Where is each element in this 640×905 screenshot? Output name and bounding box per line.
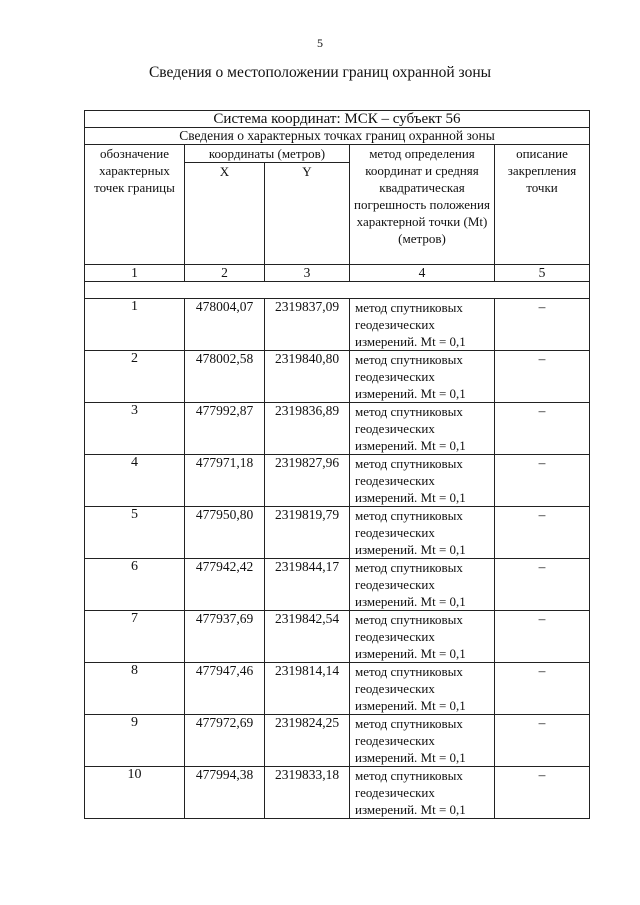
x-cell: 477994,38 [185, 767, 265, 819]
table-row [85, 559, 590, 611]
method-cell: метод спутниковых геодезических измерений. Mt = 0,1 [350, 351, 495, 403]
fixing-cell: – [495, 715, 590, 767]
point-cell: 9 [85, 715, 185, 767]
table-row [85, 715, 590, 767]
fixing-cell: – [495, 351, 590, 403]
table-row [85, 299, 590, 351]
y-cell: 2319836,89 [265, 403, 350, 455]
spacer-row [85, 282, 590, 299]
point-cell: 3 [85, 403, 185, 455]
header-coordinates: координаты (метров) [185, 145, 350, 163]
column-number: 4 [350, 265, 495, 282]
point-cell: 10 [85, 767, 185, 819]
x-cell: 477947,46 [185, 663, 265, 715]
header-x: X [185, 163, 265, 265]
method-cell: метод спутниковых геодезических измерений. Mt = 0,1 [350, 403, 495, 455]
fixing-cell: – [495, 455, 590, 507]
x-cell: 477950,80 [185, 507, 265, 559]
header-method: метод определения координат и средняя квадратическая погрешность положения характерной точки (Mt) (метров) [350, 145, 495, 265]
y-cell: 2319840,80 [265, 351, 350, 403]
table-row [85, 663, 590, 715]
point-cell: 5 [85, 507, 185, 559]
x-cell: 478004,07 [185, 299, 265, 351]
y-cell: 2319819,79 [265, 507, 350, 559]
y-cell: 2319833,18 [265, 767, 350, 819]
column-number-row [85, 265, 590, 282]
table-row [85, 351, 590, 403]
document-title: Сведения о местоположении границ охранной зоны [148, 64, 492, 81]
method-cell: метод спутниковых геодезических измерений. Mt = 0,1 [350, 299, 495, 351]
table-row [85, 767, 590, 819]
column-number: 3 [265, 265, 350, 282]
table-row [85, 455, 590, 507]
point-cell: 7 [85, 611, 185, 663]
coordinate-system-row [85, 111, 590, 128]
fixing-cell: – [495, 767, 590, 819]
table-row [85, 611, 590, 663]
point-cell: 2 [85, 351, 185, 403]
header-fixing: описание закрепления точки [495, 145, 590, 265]
boundary-points-table [84, 110, 590, 819]
x-cell: 477942,42 [185, 559, 265, 611]
x-cell: 477992,87 [185, 403, 265, 455]
fixing-cell: – [495, 611, 590, 663]
method-cell: метод спутниковых геодезических измерений. Mt = 0,1 [350, 611, 495, 663]
fixing-cell: – [495, 299, 590, 351]
header-point: обозначение характерных точек границы [85, 145, 185, 265]
point-cell: 1 [85, 299, 185, 351]
point-cell: 4 [85, 455, 185, 507]
page-number: 5 [317, 36, 323, 50]
fixing-cell: – [495, 663, 590, 715]
column-header-row [85, 145, 590, 163]
column-number: 1 [85, 265, 185, 282]
x-cell: 478002,58 [185, 351, 265, 403]
spacer-cell [85, 282, 590, 299]
table-row [85, 403, 590, 455]
method-cell: метод спутниковых геодезических измерений. Mt = 0,1 [350, 767, 495, 819]
y-cell: 2319824,25 [265, 715, 350, 767]
table-row [85, 507, 590, 559]
y-cell: 2319842,54 [265, 611, 350, 663]
y-cell: 2319837,09 [265, 299, 350, 351]
section-heading-row [85, 128, 590, 145]
column-number: 2 [185, 265, 265, 282]
method-cell: метод спутниковых геодезических измерений. Mt = 0,1 [350, 663, 495, 715]
x-cell: 477971,18 [185, 455, 265, 507]
x-cell: 477937,69 [185, 611, 265, 663]
x-cell: 477972,69 [185, 715, 265, 767]
method-cell: метод спутниковых геодезических измерений. Mt = 0,1 [350, 715, 495, 767]
point-cell: 6 [85, 559, 185, 611]
fixing-cell: – [495, 559, 590, 611]
coordinate-system-label: Система координат: МСК – субъект 56 [85, 111, 590, 128]
point-cell: 8 [85, 663, 185, 715]
fixing-cell: – [495, 507, 590, 559]
y-cell: 2319814,14 [265, 663, 350, 715]
fixing-cell: – [495, 403, 590, 455]
y-cell: 2319844,17 [265, 559, 350, 611]
method-cell: метод спутниковых геодезических измерений. Mt = 0,1 [350, 455, 495, 507]
column-number: 5 [495, 265, 590, 282]
y-cell: 2319827,96 [265, 455, 350, 507]
method-cell: метод спутниковых геодезических измерений. Mt = 0,1 [350, 507, 495, 559]
method-cell: метод спутниковых геодезических измерений. Mt = 0,1 [350, 559, 495, 611]
section-heading: Сведения о характерных точках границ охранной зоны [85, 128, 590, 145]
header-y: Y [265, 163, 350, 265]
